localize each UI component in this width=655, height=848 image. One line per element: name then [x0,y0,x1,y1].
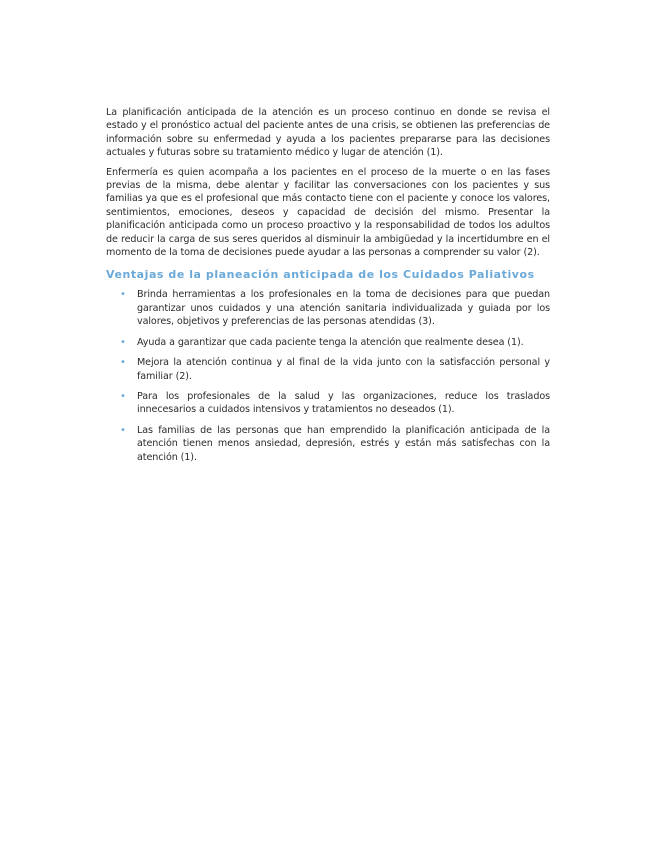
list-item-text: Brinda herramientas a los profesionales en la toma de decisiones para que puedan garantizar unos cuidados y una atención sanitaria individualizada y guiada por los valores, objetivos y preferencias de las personas atendidas (3). [137,289,550,328]
list-item [106,288,550,328]
list-item-text: Mejora la atención continua y al final de la vida junto con la satisfacción personal y familiar (2). [137,357,550,382]
document-page [106,106,550,471]
bullet-icon: • [120,357,126,369]
section-heading: Ventajas de la planeación anticipada de los Cuidados Paliativos [106,268,535,282]
list-item [106,356,550,383]
nursing-paragraph: Enfermería es quien acompaña a los pacientes en el proceso de la muerte o en las fases previas de la misma, debe alentar y facilitar las conversaciones con los pacientes y sus familias ya que es el profesional que más contacto tiene con el paciente y conoce los valores, sentimientos, emociones, deseos y capacidad de decisión del mismo. Presentar la planificación anticipada como un proceso proactivo y la responsabilidad de todos los adultos de reducir la carga de sus seres queridos al disminuir la ambigüedad y la incertidumbre en el momento de la toma de decisiones puede ayudar a las personas a comprender su valor (2). [106,166,550,259]
bullet-icon: • [120,289,126,301]
list-item-text: Ayuda a garantizar que cada paciente tenga la atención que realmente desea (1). [137,336,524,348]
list-item [106,424,550,464]
bullet-icon: • [120,390,126,402]
list-item-text: Las familias de las personas que han emprendido la planificación anticipada de la atención tienen menos ansiedad, depresión, estrés y están más satisfechas con la atención (1). [137,424,550,463]
bullet-icon: • [120,424,126,436]
list-item-text: Para los profesionales de la salud y las organizaciones, reduce los traslados innecesarios a cuidados intensivos y tratamientos no deseados (1). [137,390,550,416]
advantages-list [106,288,550,463]
bullet-icon: • [120,336,126,348]
intro-paragraph: La planificación anticipada de la atención es un proceso continuo en donde se revisa el estado y el pronóstico actual del paciente antes de una crisis, se obtienen las preferencias de información sobre su enfermedad y ayuda a los pacientes prepararse para las decisiones actuales y futuras sobre su tratamiento médico y lugar de atención (1). [106,107,550,159]
list-item [106,336,550,349]
list-item [106,390,550,417]
